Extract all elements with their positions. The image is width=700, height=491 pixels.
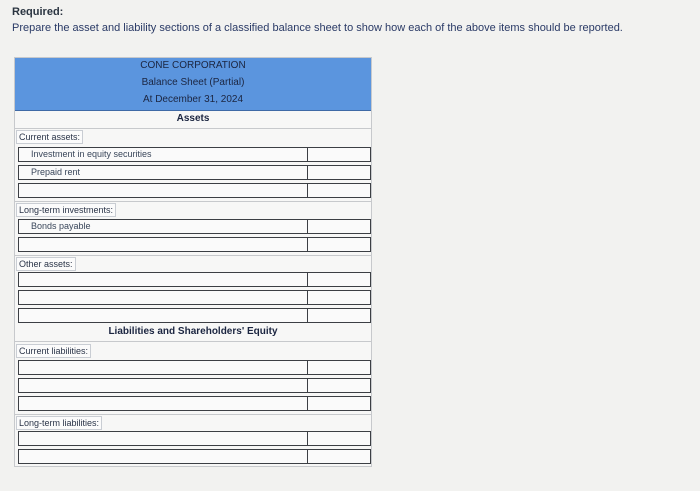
amount-input[interactable] [307,431,371,446]
account-name-input[interactable] [18,290,317,305]
amount-input[interactable] [307,219,371,234]
current-assets-label: Current assets: [16,130,83,144]
account-name-input[interactable] [18,378,317,393]
divider [15,201,371,202]
divider [15,414,371,415]
account-name-input[interactable] [18,360,317,375]
statement-name: Balance Sheet (Partial) [141,77,245,88]
amount-input[interactable] [307,396,371,411]
required-heading: Required: [12,6,64,18]
account-name-input[interactable] [18,449,317,464]
balance-sheet-form [14,57,372,467]
account-name-input[interactable] [18,183,317,198]
amount-input[interactable] [307,147,371,162]
amount-input[interactable] [307,272,371,287]
liabilities-heading: Liabilities and Shareholders' Equity [108,326,278,337]
long-term-liabilities-label: Long-term liabilities: [16,416,102,430]
account-name-input[interactable] [18,396,317,411]
amount-input[interactable] [307,237,371,252]
account-name-input[interactable] [18,308,317,323]
account-name-input[interactable]: Investment in equity securities [18,147,317,162]
amount-input[interactable] [307,183,371,198]
account-name-input[interactable]: Prepaid rent [18,165,317,180]
amount-input[interactable] [307,360,371,375]
required-instructions: Prepare the asset and liability sections of a classified balance sheet to show how each of the above items should be reported. [12,22,623,34]
account-name-input[interactable] [18,272,317,287]
assets-heading: Assets [15,110,371,129]
account-name-input[interactable]: Bonds payable [18,219,317,234]
other-assets-label: Other assets: [16,257,76,271]
amount-input[interactable] [307,165,371,180]
divider [15,341,371,342]
long-term-investments-label: Long-term investments: [16,203,116,217]
amount-input[interactable] [307,378,371,393]
statement-date: At December 31, 2024 [142,94,244,105]
amount-input[interactable] [307,449,371,464]
divider [15,255,371,256]
amount-input[interactable] [307,290,371,305]
company-name: CONE CORPORATION [140,60,246,71]
current-liabilities-label: Current liabilities: [16,344,91,358]
balance-sheet-header [15,58,371,111]
account-name-input[interactable] [18,431,317,446]
amount-input[interactable] [307,308,371,323]
account-name-input[interactable] [18,237,317,252]
